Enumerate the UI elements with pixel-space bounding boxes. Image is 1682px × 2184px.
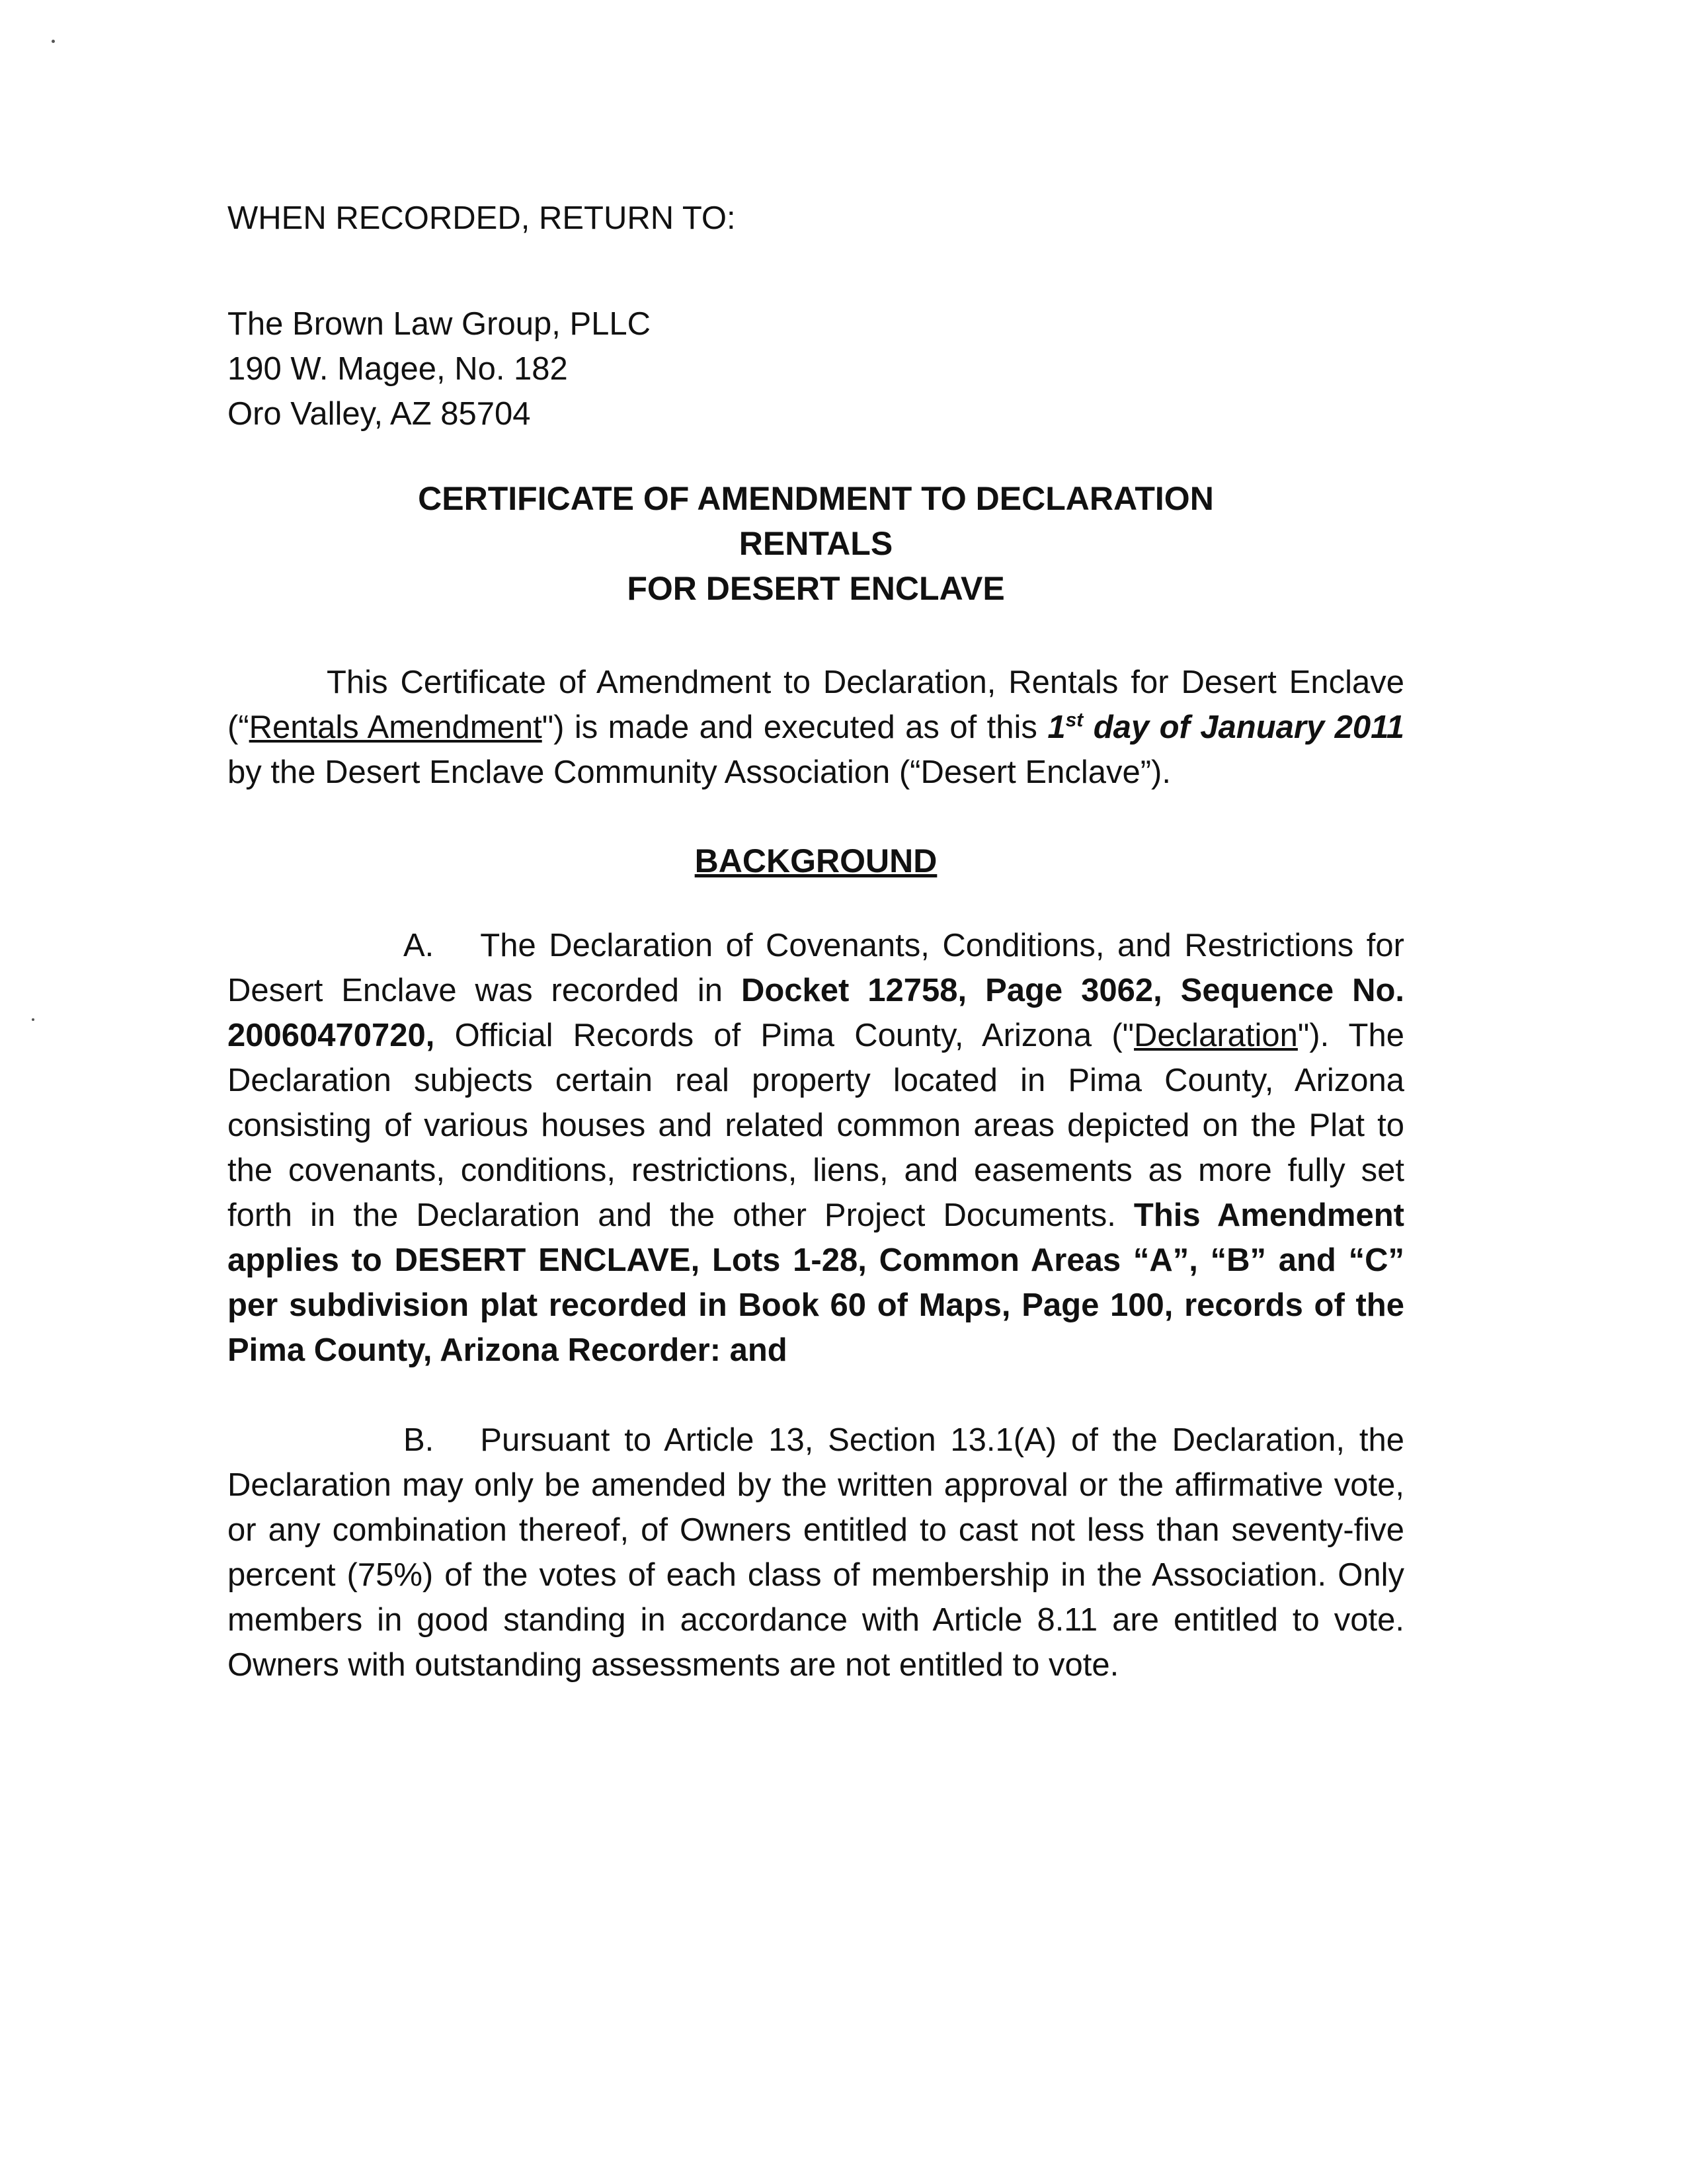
title-line-2: RENTALS [739,525,893,562]
recital-a-recording-info: Docket 12758, Page 3062, Sequence No. 20060470720, [227,973,1404,1053]
intro-text-2: ") is made and executed as of this [541,709,1048,745]
intro-text-1: This Certificate of Amendment to Declaration, Rentals for Desert Enclave (“ [227,665,1404,745]
address-line-3: Oro Valley, AZ 85704 [227,396,531,432]
intro-text-3: by the Desert Enclave Community Association (“Desert Enclave”). [227,754,1171,790]
intro-day-number: 1 [1047,709,1066,745]
background-heading: BACKGROUND [694,842,938,879]
recital-a-applicability: This Amendment applies to DESERT ENCLAVE, Lots 1-28, Common Areas “A”, “B” and “C” per subdivision plat recorded in Book 60 of Maps, Page 100, records of the Pima County, Arizona Recorder: and [227,1197,1404,1368]
return-label: WHEN RECORDED, RETURN TO: [227,200,736,236]
recital-a-text-2: Official Records of Pima County, Arizona (" [434,1018,1135,1053]
return-address [227,302,1404,436]
intro-paragraph [227,660,1404,795]
recital-a-text-1: The Declaration of Covenants, Conditions, and Restrictions for Desert Enclave was recorded in [227,928,1404,1008]
recital-a-defined-term: Declaration [1134,1018,1298,1053]
document-title [227,476,1404,611]
document-page [227,196,1404,1687]
recital-a-marker: A. [403,928,434,963]
recital-a [227,923,1404,1373]
title-line-3: FOR DESERT ENCLAVE [627,570,1005,607]
intro-defined-term: Rentals Amendment [249,709,542,745]
title-line-1: CERTIFICATE OF AMENDMENT TO DECLARATION [418,480,1214,517]
intro-day-suffix: st [1065,709,1084,731]
address-line-2: 190 W. Magee, No. 182 [227,351,568,387]
scan-speck [52,40,55,43]
recital-b-text: Pursuant to Article 13, Section 13.1(A) of the Declaration, the Declaration may only be amended by the written approval or the affirmative vote, or any combination thereof, of Owners entitled to cast not less than seventy-five percent (75%) of the votes of each class of membership in the Association. Only members in good standing in accordance with Article 8.11 are entitled to vote. Owners with outstanding assessments are not entitled to vote. [227,1422,1404,1683]
intro-date [1047,709,1404,745]
recital-b [227,1418,1404,1687]
recital-a-text-3: "). The Declaration subjects certain real property located in Pima County, Arizona consisting of various houses and related common areas depicted on the Plat to the covenants, conditions, restrictions, liens, and easements as more fully set forth in the Declaration and the other Project Documents. [227,1018,1404,1233]
address-line-1: The Brown Law Group, PLLC [227,306,651,342]
recital-b-marker: B. [403,1422,434,1458]
intro-day-rest: day of January 2011 [1083,709,1404,745]
scan-speck [32,1018,34,1021]
